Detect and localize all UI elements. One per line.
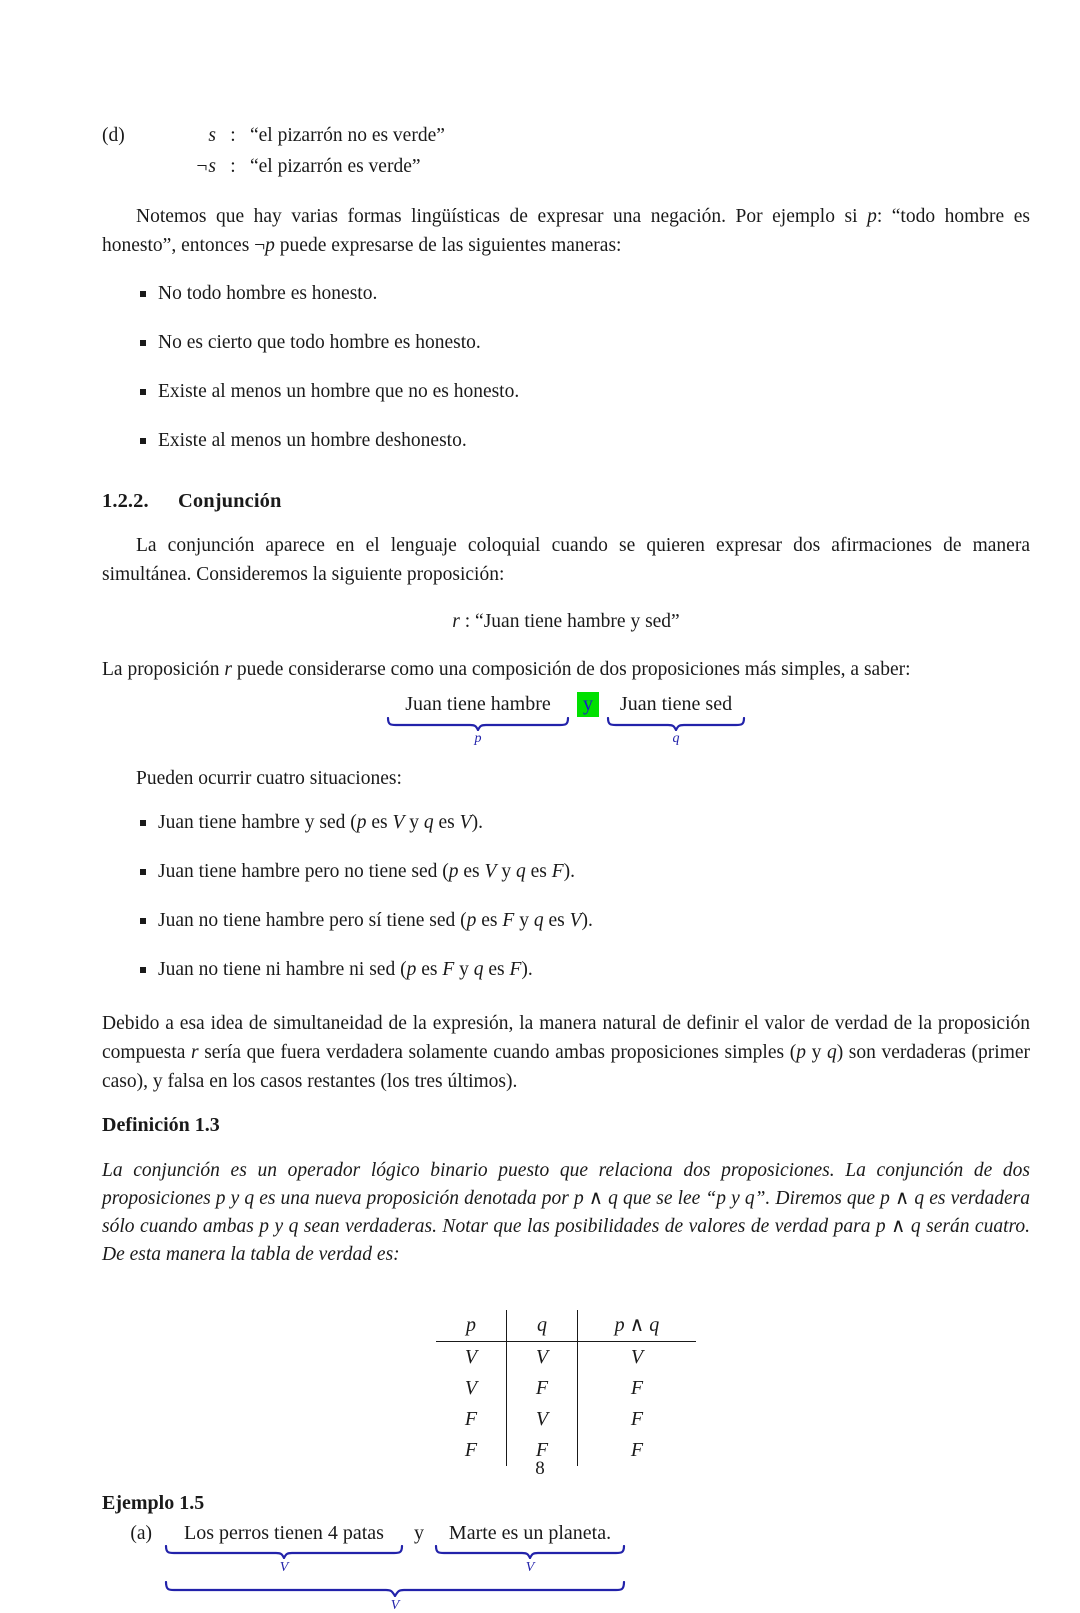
truth-table-header-row (436, 1310, 696, 1342)
situation-p: p (466, 910, 477, 931)
situation-p-value: F (502, 910, 515, 931)
negation-paragraph-part1: Notemos que hay varias formas lingüísticas de expresar una negación. Por ejemplo si (136, 206, 868, 227)
truth-cell-q: V (507, 1342, 578, 1374)
negation-paragraph-part3: puede expresarse de las siguientes maneras: (274, 235, 622, 256)
item-d-symbol-1: s (208, 125, 216, 146)
situation-mid2: y (404, 812, 424, 833)
truth-table-wrapper (102, 1310, 1030, 1466)
truth-cell-p: V (436, 1342, 507, 1374)
underbrace-p-icon (386, 717, 570, 731)
situation-p-value: F (442, 959, 455, 980)
definition-body: La conjunción es un operador lógico binario puesto que relaciona dos proposiciones. La conjunción de dos proposiciones p y q es una nueva proposición denotada por p ∧ q que se lee “p y q”. Diremos que p ∧ q es verdadera sólo cuando ambas p y q sean verdaderas. Notar que las posibilidades de valores de verdad para p ∧ q serán cuatro. De esta manera la tabla de verdad es: (102, 1159, 1030, 1265)
example-brace-top-row (164, 1521, 626, 1575)
truth-cell-p: F (436, 1404, 507, 1435)
item-d-block (102, 120, 1030, 182)
situation-q-value: F (551, 861, 564, 882)
situations-lead: Pueden ocurrir cuatro situaciones: (136, 768, 402, 789)
section-heading (102, 490, 1030, 513)
situations-list (102, 809, 1030, 983)
intro-paragraph: La conjunción aparece en el lenguaje coloquial cuando se quieren expresar dos afirmaciones de manera simultánea. Consideremos la siguiente proposición: (102, 535, 1030, 585)
list-item (102, 809, 1030, 836)
proposition-var-r: r (452, 611, 460, 632)
situation-text: Juan no tiene hambre pero sí tiene sed ( (158, 910, 467, 931)
simultaneity-paragraph (102, 1009, 1030, 1096)
truth-cell-result: F (630, 1408, 644, 1430)
negation-var-p-2: p (265, 235, 275, 256)
composition-var-r: r (224, 659, 232, 680)
brace-diagram (102, 692, 1030, 746)
example-segment-left (164, 1521, 404, 1575)
situation-mid3: es (525, 861, 552, 882)
example-brace-diagram (164, 1521, 626, 1613)
situation-tail: ). (521, 959, 533, 980)
situation-q: q (473, 959, 484, 980)
proposition-text: “Juan tiene hambre y sed” (475, 611, 680, 632)
situation-mid2: y (496, 861, 516, 882)
brace-left-text: Juan tiene hambre (405, 693, 551, 715)
example-right-text: Marte es un planeta. (448, 1522, 612, 1544)
composition-part2: puede considerarse como una composición de dos proposiciones más simples, a saber: (231, 659, 911, 680)
list-item: No es cierto que todo hombre es honesto. (102, 329, 1030, 356)
situation-p-value: V (484, 861, 497, 882)
brace-right-label: q (672, 731, 680, 746)
situation-mid3: es (483, 959, 510, 980)
composition-paragraph (102, 655, 1030, 684)
negation-paragraph-part2: : “todo hombre es honesto”, entonces ¬ (102, 206, 1030, 256)
truth-cell-q: V (507, 1404, 578, 1435)
item-d-colon-2: : (230, 156, 236, 177)
situation-q-value: V (459, 812, 472, 833)
proposition-colon: : (459, 611, 476, 632)
situation-mid1: es (458, 861, 485, 882)
situation-mid3: es (543, 910, 570, 931)
situation-mid1: es (366, 812, 393, 833)
brace-connector-wrapper (570, 692, 606, 717)
truth-cell-p: F (436, 1435, 507, 1466)
truth-cell-result: F (630, 1439, 644, 1461)
simultaneity-var-q: q (826, 1042, 837, 1063)
item-d-line-2 (102, 151, 1030, 182)
situation-p: p (356, 812, 367, 833)
negation-paragraph (102, 202, 1030, 260)
simultaneity-var-r: r (191, 1042, 199, 1063)
underbrace-left-icon (164, 1545, 404, 1559)
situation-text: Juan tiene hambre y sed ( (158, 812, 357, 833)
situation-tail: ). (471, 812, 483, 833)
situation-text: Juan tiene hambre pero no tiene sed ( (158, 861, 449, 882)
list-item (102, 956, 1030, 983)
situation-mid2: y (514, 910, 534, 931)
page-number: 8 (535, 1458, 545, 1479)
underbrace-total-icon (164, 1581, 626, 1597)
situation-mid3: es (433, 812, 460, 833)
situation-tail: ). (581, 910, 593, 931)
situation-mid2: y (454, 959, 474, 980)
situation-q: q (533, 910, 544, 931)
situation-q-value: V (569, 910, 582, 931)
example-left-text: Los perros tienen 4 patas (184, 1522, 384, 1544)
example-segment-right (434, 1521, 626, 1575)
simultaneity-part3: y (805, 1042, 827, 1063)
truth-cell-result: F (630, 1377, 644, 1399)
truth-cell-result: V (630, 1346, 644, 1368)
situation-tail: ). (563, 861, 575, 882)
situation-q: q (423, 812, 434, 833)
brace-diagram-row (386, 692, 746, 746)
underbrace-right-icon (434, 1545, 626, 1559)
example-total-value: V (390, 1598, 400, 1613)
situation-text: Juan no tiene ni hambre ni sed ( (158, 959, 407, 980)
truth-table-header-pandq: p ∧ q (614, 1314, 660, 1336)
item-d-colon-1: : (230, 125, 236, 146)
brace-right-text: Juan tiene sed (619, 693, 733, 715)
item-d-label: (d) (102, 125, 125, 146)
table-row (436, 1404, 696, 1435)
truth-table-header-q: q (507, 1310, 578, 1342)
truth-table (436, 1310, 696, 1466)
section-number: 1.2.2. (102, 490, 149, 512)
situation-q: q (515, 861, 526, 882)
example-right-value: V (525, 1560, 535, 1575)
composition-part1: La proposición (102, 659, 225, 680)
example-brace-bottom-row (164, 1581, 626, 1613)
situation-mid1: es (416, 959, 443, 980)
underbrace-q-icon (606, 717, 746, 731)
section-title: Conjunción (178, 490, 282, 512)
example-left-value: V (279, 1560, 289, 1575)
truth-cell-p: V (436, 1373, 507, 1404)
proposition-display (102, 611, 1030, 633)
simultaneity-var-p: p (796, 1042, 806, 1063)
situation-p-value: V (392, 812, 405, 833)
list-item (102, 858, 1030, 885)
brace-group-q (606, 692, 746, 746)
example-item-a (102, 1521, 1030, 1613)
example-connector: y (414, 1522, 424, 1544)
example-heading: Ejemplo 1.5 (102, 1492, 205, 1514)
situation-p: p (448, 861, 459, 882)
item-d-text-1: “el pizarrón no es verde” (250, 125, 445, 146)
brace-left-label: p (474, 731, 482, 746)
example-item-label: (a) (130, 1523, 152, 1544)
situation-mid1: es (476, 910, 503, 931)
negation-var-p-1: p (867, 206, 877, 227)
list-item: Existe al menos un hombre deshonesto. (102, 427, 1030, 454)
item-d-symbol-2: ¬s (195, 156, 216, 177)
table-row (436, 1342, 696, 1374)
table-row (436, 1373, 696, 1404)
definition-heading: Definición 1.3 (102, 1114, 220, 1136)
situation-p: p (406, 959, 417, 980)
list-item (102, 907, 1030, 934)
item-d-line-1 (102, 120, 1030, 151)
situation-q-value: F (509, 959, 522, 980)
truth-cell-q: F (507, 1373, 578, 1404)
simultaneity-part1: Debido a esa idea de simultaneidad de la expresión, la manera natural de definir el valor de verdad de la proposición compuesta (102, 1013, 1030, 1063)
truth-cell-q: F (507, 1435, 578, 1466)
list-item: Existe al menos un hombre que no es honesto. (102, 378, 1030, 405)
brace-group-p (386, 692, 570, 746)
simultaneity-part2: sería que fuera verdadera solamente cuando ambas proposiciones simples ( (198, 1042, 797, 1063)
negation-list (102, 280, 1030, 454)
list-item: No todo hombre es honesto. (102, 280, 1030, 307)
conjunction-highlight: y (577, 692, 599, 717)
truth-table-header-p: p (436, 1310, 507, 1342)
simultaneity-part4: ) son verdaderas (primer caso), y falsa en los casos restantes (los tres últimos). (102, 1042, 1031, 1092)
page-content (102, 120, 1030, 1613)
item-d-text-2: “el pizarrón es verde” (250, 156, 421, 177)
